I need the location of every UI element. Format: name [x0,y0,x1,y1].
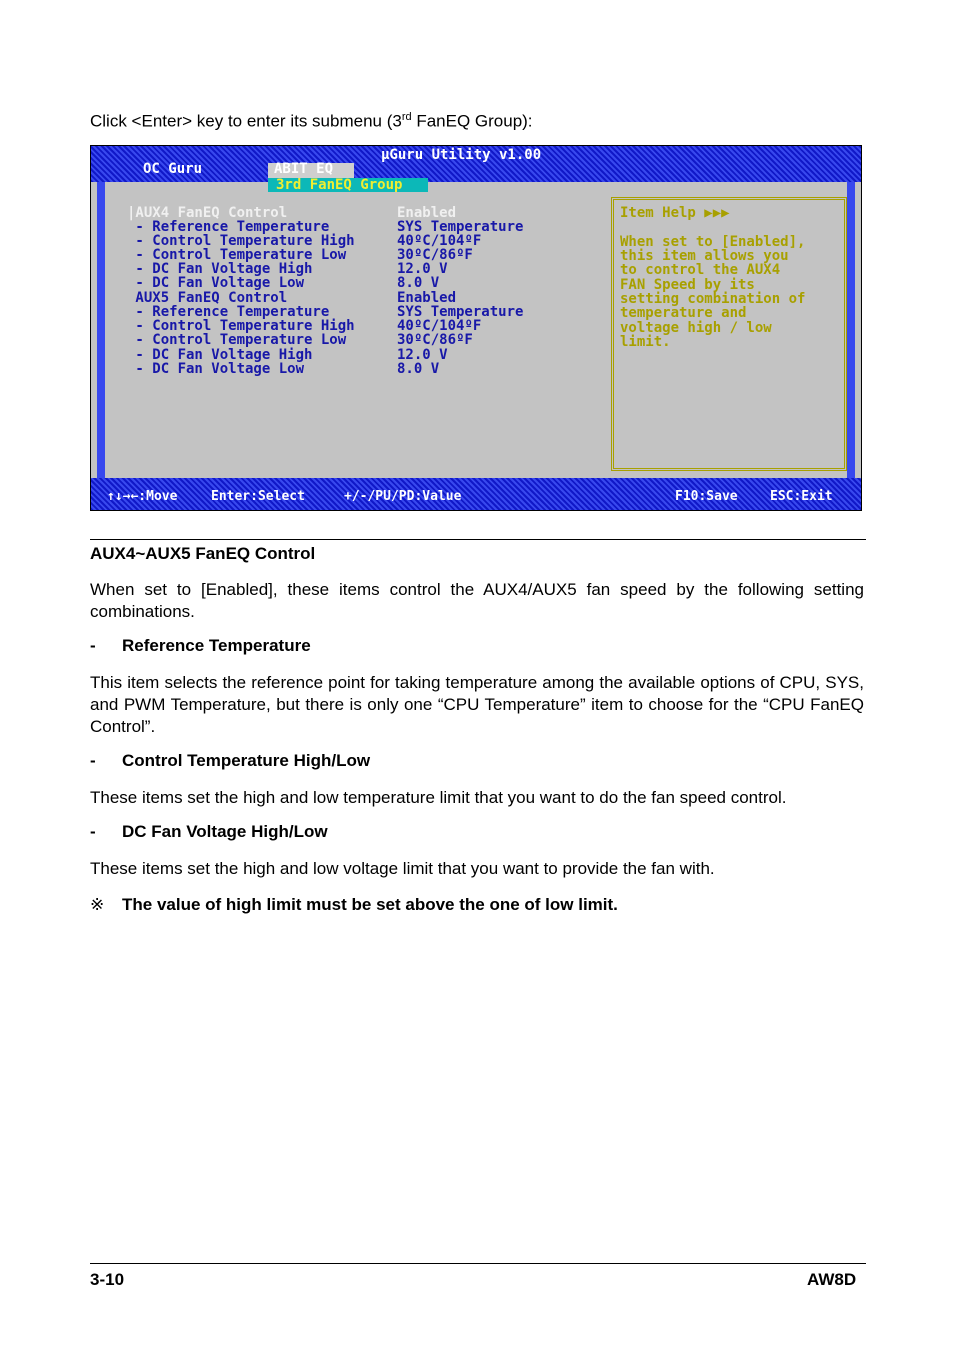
setting-row[interactable]: - Reference Temperature SYS Temperature [127,304,524,320]
bios-key-bar [91,478,861,510]
item-help-box [611,197,847,471]
setting-row[interactable]: - DC Fan Voltage High 12.0 V [127,261,448,277]
model-name: AW8D [807,1270,857,1289]
setting-row[interactable]: - DC Fan Voltage Low 8.0 V [127,275,440,291]
help-line: temperature and [620,305,747,321]
submenu-title: 3rd FanEQ Group [268,178,428,192]
help-title: Item Help ▶▶▶ [620,205,730,221]
help-line: setting combination of [620,291,806,307]
intro-text: Click <Enter> key to enter its submenu (3rd FanEQ Group): [90,111,533,131]
setting-row[interactable]: - DC Fan Voltage High 12.0 V [127,347,448,363]
key-save: F10:Save [675,489,738,504]
setting-row[interactable]: |AUX4 FanEQ Control Enabled [127,205,457,221]
setting-row[interactable]: - Control Temperature High 40ºC/104ºF [127,233,482,249]
help-line: this item allows you [620,248,789,264]
setting-row[interactable]: - DC Fan Voltage Low 8.0 V [127,361,440,377]
menu-oc-guru[interactable]: OC Guru [143,161,203,177]
intro-superscript: rd [401,111,412,123]
bios-screenshot [90,145,862,511]
control-temperature-text: These items set the high and low temperature limit that you want to do the fan speed control. [90,788,787,807]
key-value: +/-/PU/PD:Value [344,489,462,504]
section-title: AUX4~AUX5 FanEQ Control [90,544,316,563]
key-exit: ESC:Exit [770,489,833,504]
help-line: When set to [Enabled], [620,234,806,250]
section-description: When set to [Enabled], these items control the AUX4/AUX5 fan speed by the following setting combinations. [90,580,864,621]
help-line: to control the AUX4 [620,262,781,278]
reference-temperature-text: This item selects the reference point for taking temperature among the available options of CPU, SYS, and PWM Temperature, but there is only one “CPU Temperature” item to choose for the “CPU FanEQ Control”. [90,673,864,736]
dc-fan-voltage-text: These items set the high and low voltage limit that you want to provide the fan with. [90,859,715,878]
key-select: Enter:Select [211,489,305,504]
subheading-control-temperature: - Control Temperature High/Low [90,751,371,770]
help-line: FAN Speed by its [620,277,755,293]
note: ※ The value of high limit must be set above the one of low limit. [90,895,618,914]
menu-abit-eq[interactable]: ABIT EQ [268,163,354,178]
setting-row[interactable]: - Reference Temperature SYS Temperature [127,219,524,235]
setting-row[interactable]: - Control Temperature High 40ºC/104ºF [127,318,482,334]
section-divider [90,539,866,540]
footer-divider [90,1263,866,1264]
key-move: ↑↓→←:Move [107,489,178,504]
help-line: voltage high / low [620,320,772,336]
setting-row[interactable]: AUX5 FanEQ Control Enabled [127,290,457,306]
page-number: 3-10 [90,1270,125,1289]
setting-row[interactable]: - Control Temperature Low 30ºC/86ºF [127,247,473,263]
reference-mark-icon: ※ [90,895,105,914]
bios-title: µGuru Utility v1.00 [381,147,542,163]
help-line: limit. [620,334,671,350]
subheading-reference-temperature: - Reference Temperature [90,636,311,655]
setting-row[interactable]: - Control Temperature Low 30ºC/86ºF [127,332,473,348]
subheading-dc-fan-voltage: - DC Fan Voltage High/Low [90,822,328,841]
